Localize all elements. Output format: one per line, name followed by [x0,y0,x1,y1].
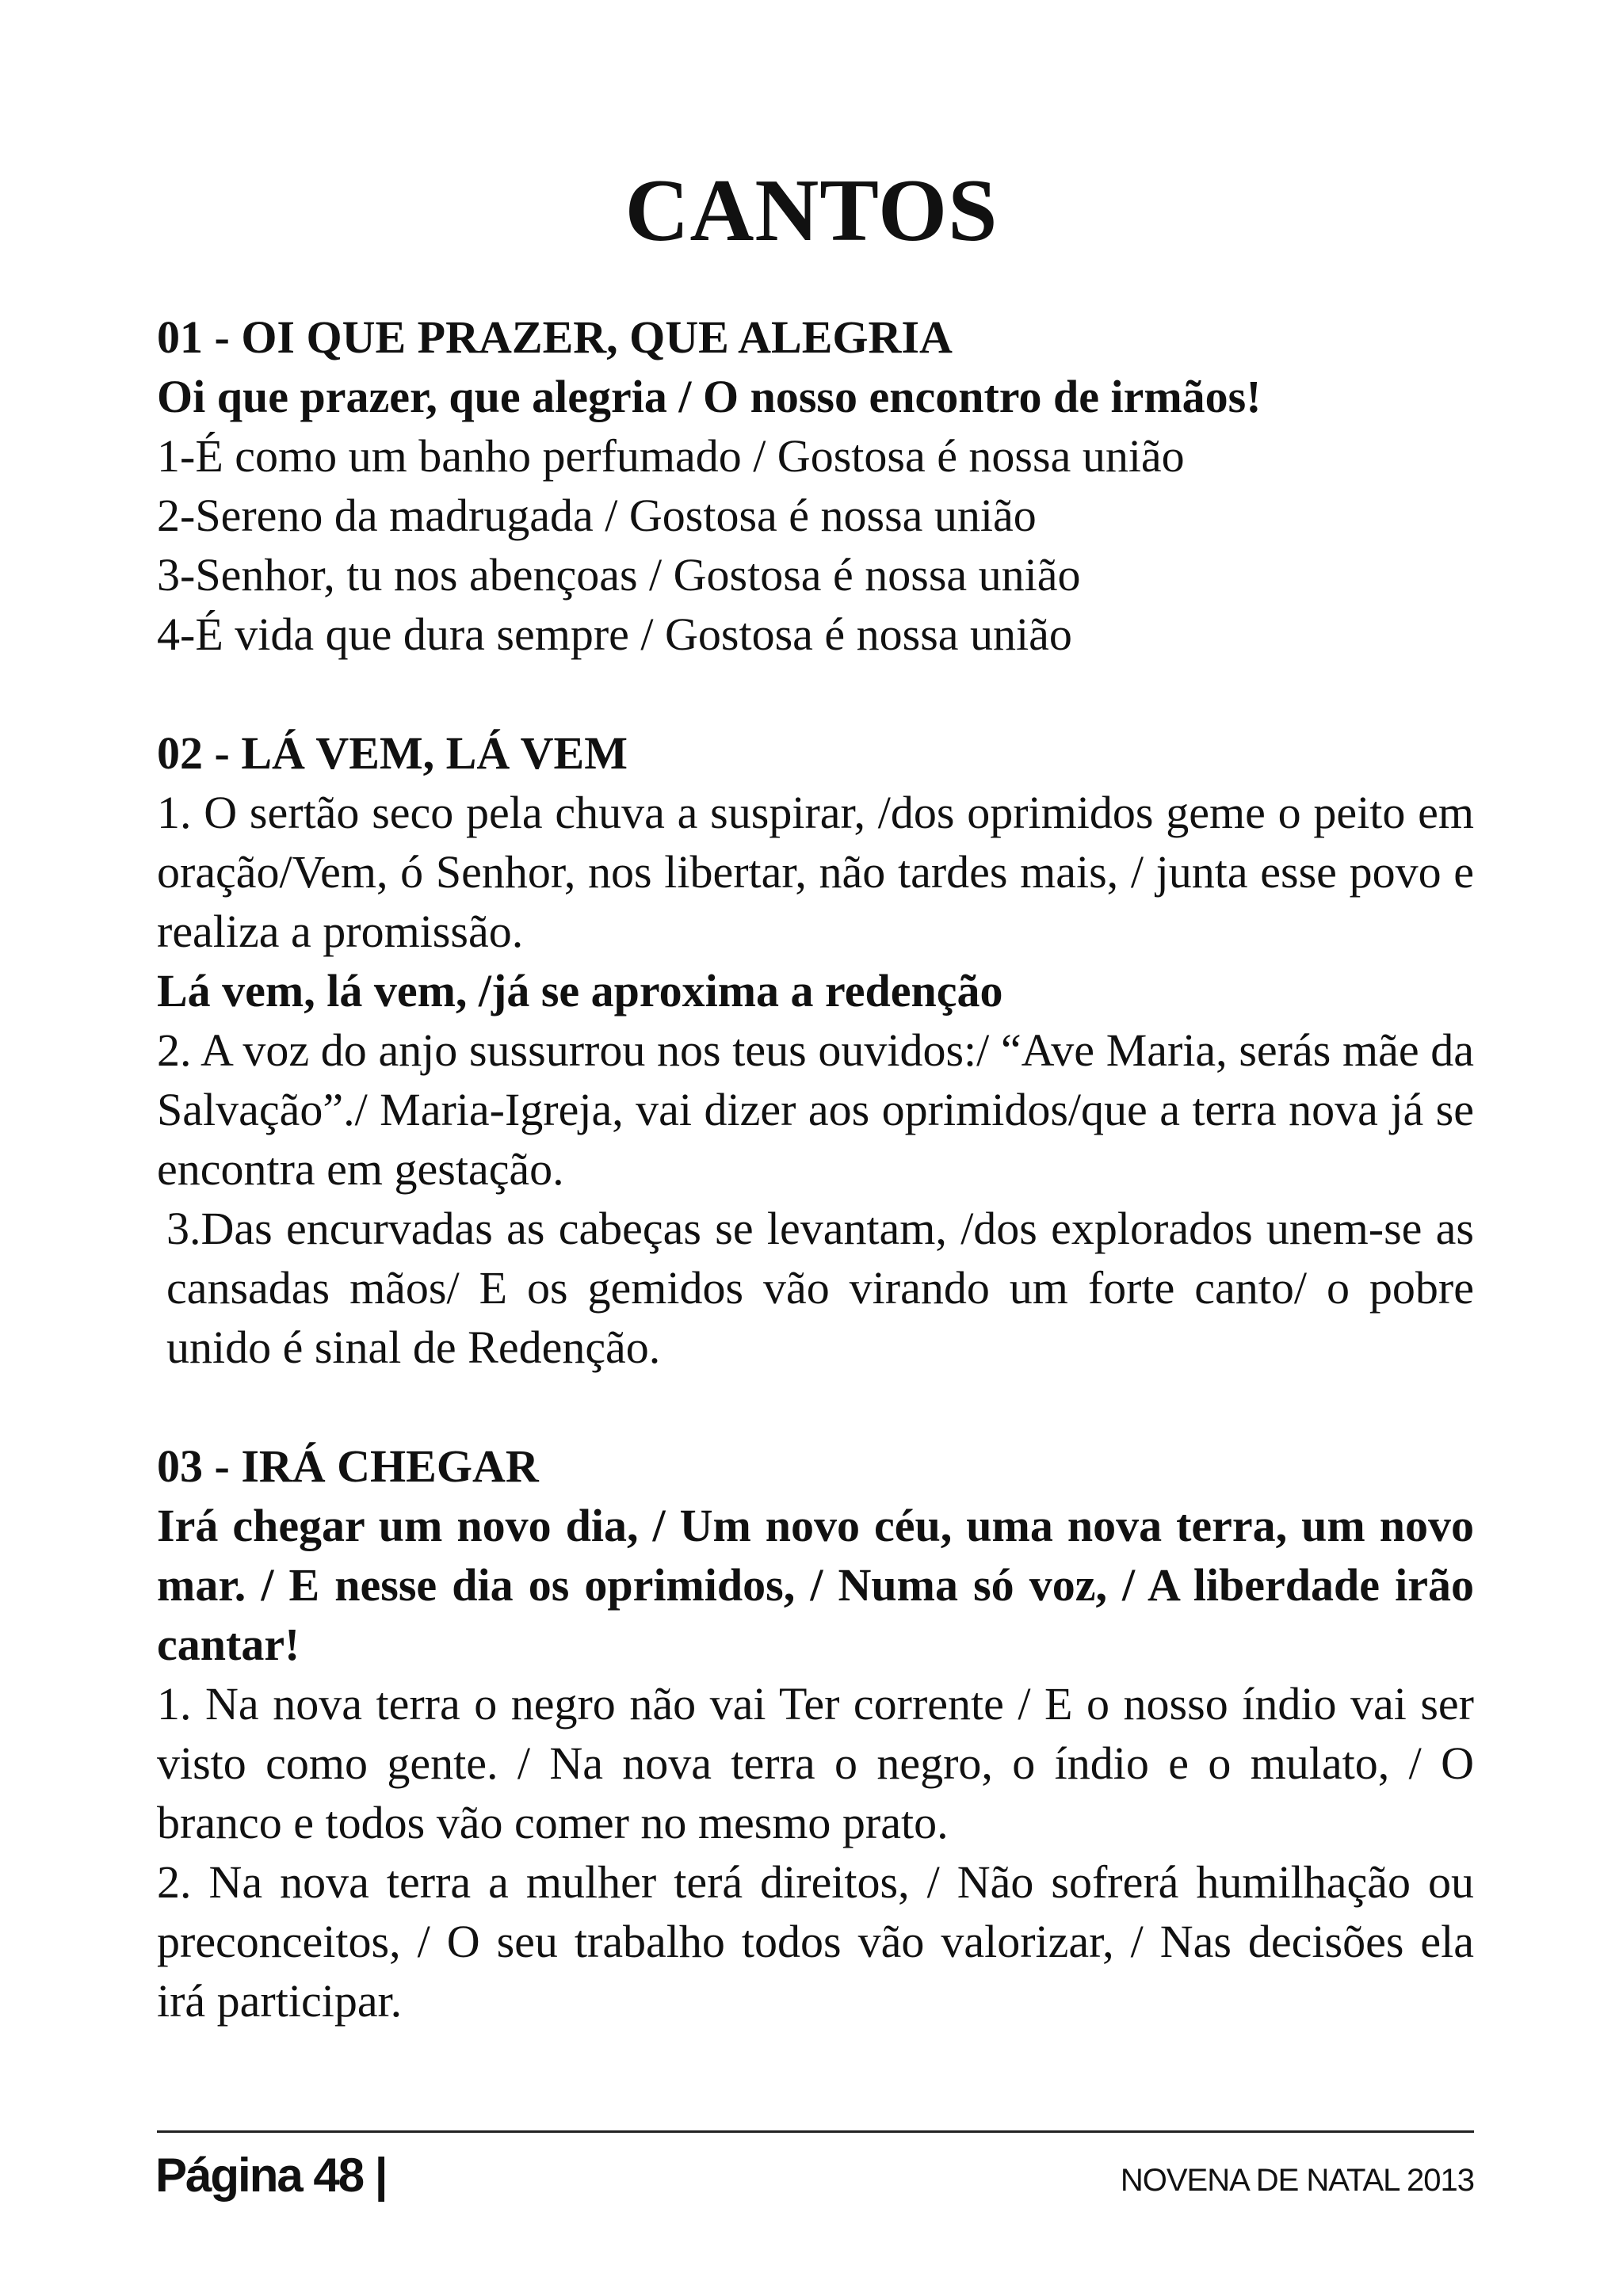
song-line: 2-Sereno da madrugada / Gostosa é nossa união [157,490,1037,541]
publication-title: NOVENA DE NATAL 2013 [1120,2163,1474,2198]
footer-divider [157,2130,1474,2133]
songs-content [157,307,1474,2031]
page-title: CANTOS [624,162,999,260]
song-03 [157,1436,1474,2031]
song-verse: 1. O sertão seco pela chuva a suspirar, /dos oprimidos geme o peito em oração/Vem, ó Senhor, nos libertar, não tardes mais, / junta esse povo e realiza a promissão. [157,787,1474,957]
song-verse: 2. Na nova terra a mulher terá direitos, / Não sofrerá humilhação ou preconceitos, / O seu trabalho todos vão valorizar, / Nas decisões ela irá participar. [157,1856,1474,2027]
song-verse: 1. Na nova terra o negro não vai Ter corrente / E o nosso índio vai ser visto como gente. / Na nova terra o negro, o índio e o mulato, / O branco e todos vão comer no mesmo prato. [157,1678,1474,1848]
song-heading: 03 - IRÁ CHEGAR [157,1440,539,1492]
song-chorus: Lá vem, lá vem, /já se aproxima a redenção [157,965,1003,1016]
page-number-label: Página 48 | [155,2149,387,2202]
song-heading: 02 - LÁ VEM, LÁ VEM [157,727,628,779]
song-line: 1-É como um banho perfumado / Gostosa é nossa união [157,430,1185,482]
song-chorus: Irá chegar um novo dia, / Um novo céu, uma nova terra, um novo mar. / E nesse dia os oprimidos, / Numa só voz, / A liberdade irão cantar! [157,1500,1474,1670]
song-verse: 2. A voz do anjo sussurrou nos teus ouvidos:/ “Ave Maria, serás mãe da Salvação”./ Maria-Igreja, vai dizer aos oprimidos/que a terra nova já se encontra em gestação. [157,1024,1474,1195]
song-line: 3-Senhor, tu nos abençoas / Gostosa é nossa união [157,549,1081,601]
song-heading: 01 - OI QUE PRAZER, QUE ALEGRIA [157,311,953,363]
song-chorus: Oi que prazer, que alegria / O nosso encontro de irmãos! [157,371,1262,422]
song-line: 4-É vida que dura sempre / Gostosa é nossa união [157,608,1072,660]
song-02 [157,723,1474,1377]
song-01 [157,307,1474,664]
song-verse: 3.Das encurvadas as cabeças se levantam, /dos explorados unem-se as cansadas mãos/ E os gemidos vão virando um forte canto/ o pobre unido é sinal de Redenção. [166,1203,1474,1373]
